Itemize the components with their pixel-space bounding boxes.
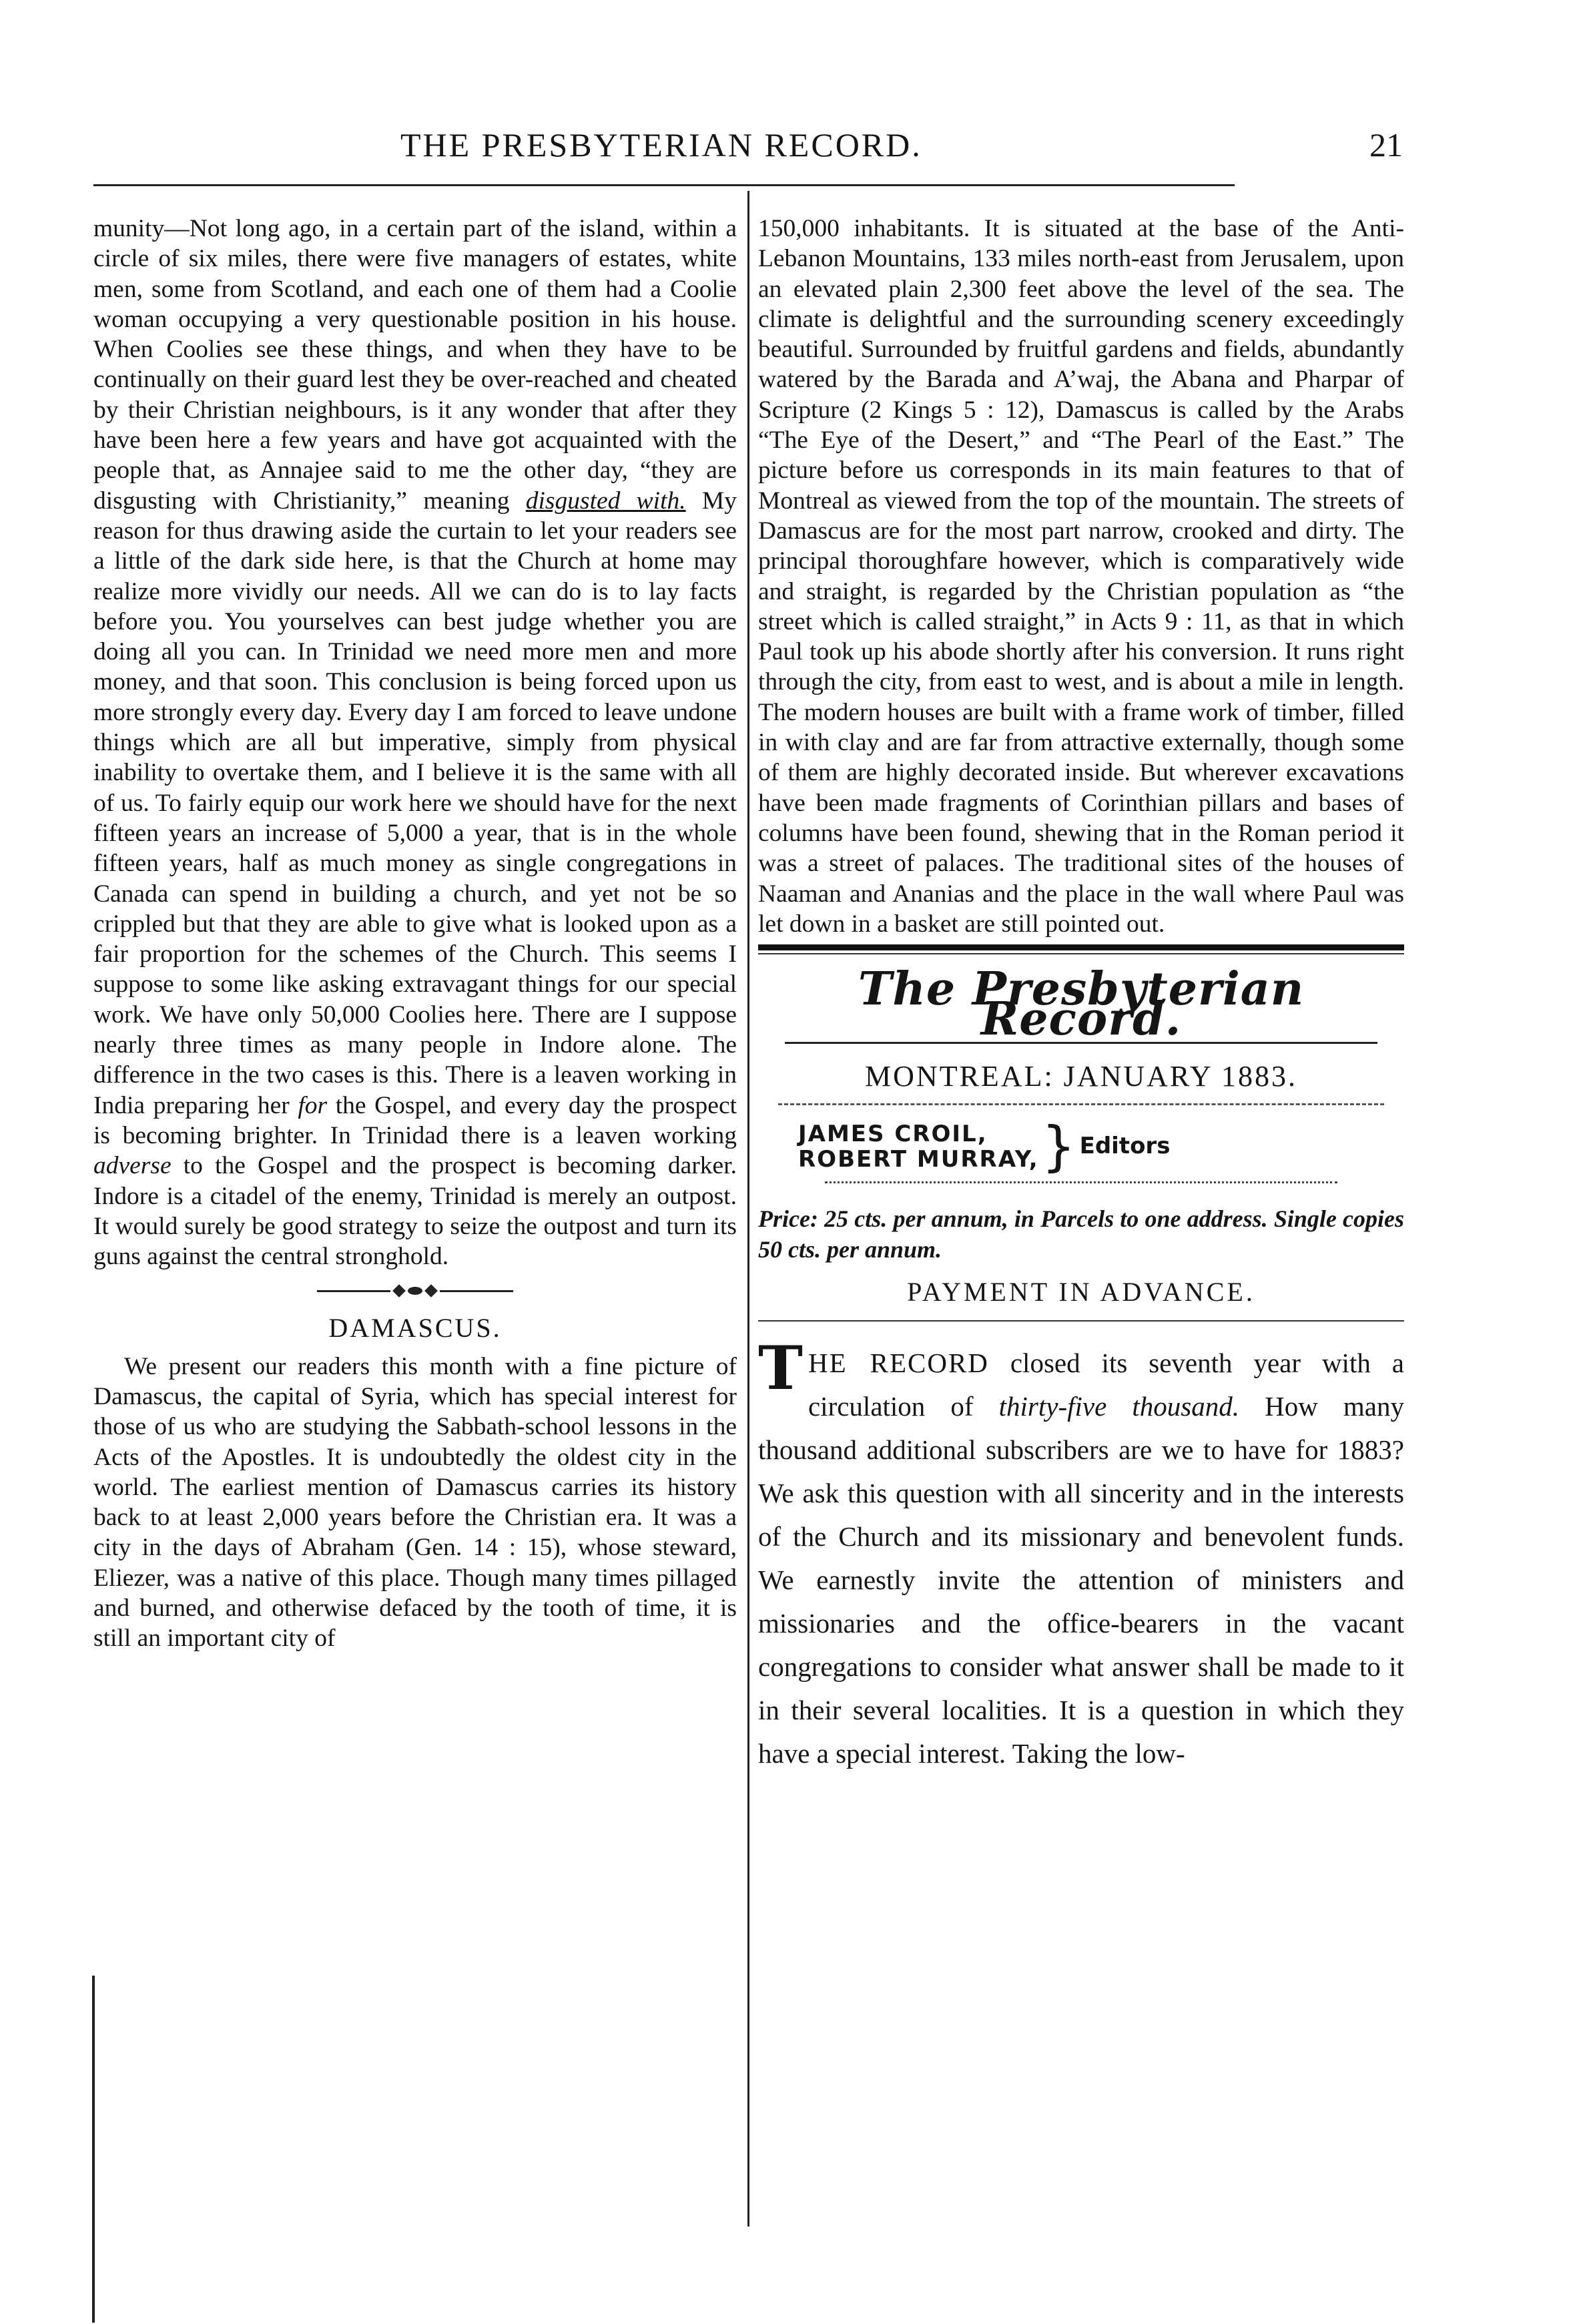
- editors-block: [798, 1115, 1404, 1178]
- price-text-single: Single copies 50 cts. per annum.: [758, 1205, 1405, 1263]
- left-column: [93, 214, 737, 1654]
- record-paragraph: [758, 1333, 1404, 1775]
- running-head: THE PRESBYTERIAN RECORD.: [400, 126, 922, 164]
- emphasis-text: adverse: [93, 1152, 172, 1180]
- price-notice: [758, 1203, 1404, 1265]
- section-rule-thin: [758, 953, 1404, 954]
- article-paragraph: [93, 214, 737, 1271]
- drop-cap: T: [758, 1333, 803, 1404]
- editor-name: JAMES CROIL,: [798, 1121, 988, 1148]
- brace-glyph: }: [1041, 1115, 1076, 1178]
- section-rule-thin: [758, 1320, 1404, 1322]
- header-rule: [93, 184, 1235, 186]
- paragraph-text: munity—Not long ago, in a certain part of the island, within a circle of six miles, there were five managers of estates, white men, some from Scotland, and each one of them had a Coolie woman occupying a very questionable position in his house. When Coolies see these things, and when they have to be continually on their guard lest they be over-reached and cheated by their Christian neighbours, is it any wonder that after they have been here a few years and have got acquainted with the people that, as Annajee said to me the other day, “they are disgusting with Christianity,” meaning: [93, 215, 737, 515]
- price-text: Price: 25 cts. per annum, in Parcels to one address.: [758, 1205, 1268, 1233]
- masthead-title: The Presbyterian Record.: [858, 962, 1305, 1047]
- editor-name: ROBERT MURRAY,: [798, 1146, 1039, 1173]
- emphasis-text: disgusted with.: [525, 487, 686, 515]
- ornamental-rule: [825, 1181, 1337, 1183]
- editor-names: [798, 1121, 1039, 1172]
- paragraph-text: the Gospel, and every day the prospect is becoming brighter. In Trinidad there is a leaven working: [93, 1091, 737, 1149]
- paragraph-text: closed its seventh year with a circulation of: [808, 1348, 1404, 1422]
- paragraph-text: How many thousand additional subscribers are we to have for 1883? We ask this question with all sincerity and in the interests of the Church and its missionary and benevolent funds. We earnestly invite the attention of ministers and missionaries and the office-bearers in the vacant congregations to consider what answer shall be made to it in their several localities. It is a question in which they have a special interest. Taking the low-: [758, 1391, 1404, 1769]
- article-paragraph: We present our readers this month with a fine picture of Damascus, the capital of Syria, which has special interest for those of us who are studying the Sabbath-school lessons in the Acts of the Apostles. It is undoubtedly the oldest city in the world. The earliest mention of Damascus carries its history back to at least 2,000 years before the Christian era. It was a city in the days of Abraham (Gen. 14 : 15), whose steward, Eliezer, was a native of this place. Though many times pillaged and burned, and otherwise defaced by the tooth of time, it is still an important city of: [93, 1352, 737, 1653]
- dashed-rule: [778, 1103, 1384, 1105]
- payment-notice: PAYMENT IN ADVANCE.: [907, 1277, 1255, 1308]
- editors-label: Editors: [1079, 1133, 1171, 1160]
- section-rule: [758, 944, 1404, 950]
- paragraph-text: to the Gospel and the prospect is becoming darker. Indore is a citadel of the enemy, Trinidad is merely an outpost. It would surely be good strategy to seize the outpost and turn its guns against the central stronghold.: [93, 1152, 737, 1271]
- section-title: DAMASCUS.: [328, 1313, 502, 1344]
- dateline: MONTREAL: JANUARY 1883.: [865, 1059, 1297, 1093]
- article-paragraph: 150,000 inhabitants. It is situated at the base of the Anti-Lebanon Mountains, 133 miles north-east from Jerusalem, upon an elevated plain 2,300 feet above the level of the sea. The climate is delightful and the surrounding scenery exceedingly beautiful. Surrounded by fruitful gardens and fields, abundantly watered by the Barada and A’waj, the Abana and Pharpar of Scripture (2 Kings 5 : 12), Damascus is called by the Arabs “The Eye of the Desert,” and “The Pearl of the East.” The picture before us corresponds in its main features to that of Montreal as viewed from the top of the mountain. The streets of Damascus are for the most part narrow, crooked and dirty. The principal thoroughfare however, which is comparatively wide and straight, is regarded by the Christian population as “the street which is called straight,” in Acts 9 : 11, as that in which Paul took up his abode shortly after his conversion. It runs right through the city, from east to west, and is about a mile in length. The modern houses are built with a frame work of timber, filled in with clay and are far from attractive externally, though some of them are highly decorated inside. But wherever excavations have been made fragments of Corinthian pillars and bases of columns have been found, shewing that in the Roman period it was a street of palaces. The traditional sites of the houses of Naaman and Ananias and the place in the wall where Paul was let down in a basket are still pointed out.: [758, 215, 1404, 938]
- emphasis-text: for: [298, 1091, 328, 1119]
- paragraph-text: My reason for thus drawing aside the curtain to let your readers see a little of the dark side here, is that the Church at home may realize more vividly our needs. All we can do is to lay facts before you. You yourselves can best judge whether you are doing all you can. In Trinidad we need more men and more money, and that soon. This conclusion is being forced upon us more strongly every day. Every day I am forced to leave undone things which are all but imperative, simply from physical inability to overtake them, and I believe it is the same with all of us. To fairly equip our work here we should have for the next fifteen years an increase of 5,000 a year, that is in the whole fifteen years, half as much money as single congregations in Canada can spend in building a church, and yet not be so crippled but that they are able to give what is looked upon as a fair proportion for the schemes of the Church. This seems I suppose to some like asking extravagant things for our special work. We have only 50,000 Coolies here. There are I suppose nearly three times as many people in Indore alone. The difference in the two cases is this. There is a leaven working in India preparing her: [93, 487, 737, 1119]
- column-divider: [747, 191, 749, 2227]
- page-number: 21: [1369, 126, 1403, 164]
- section-ornament: [93, 1282, 737, 1299]
- lead-text: HE RECORD: [808, 1348, 989, 1379]
- right-column: [758, 214, 1404, 1775]
- left-margin-rule: [92, 1976, 95, 2323]
- emphasis-text: thirty-five thousand.: [998, 1391, 1239, 1422]
